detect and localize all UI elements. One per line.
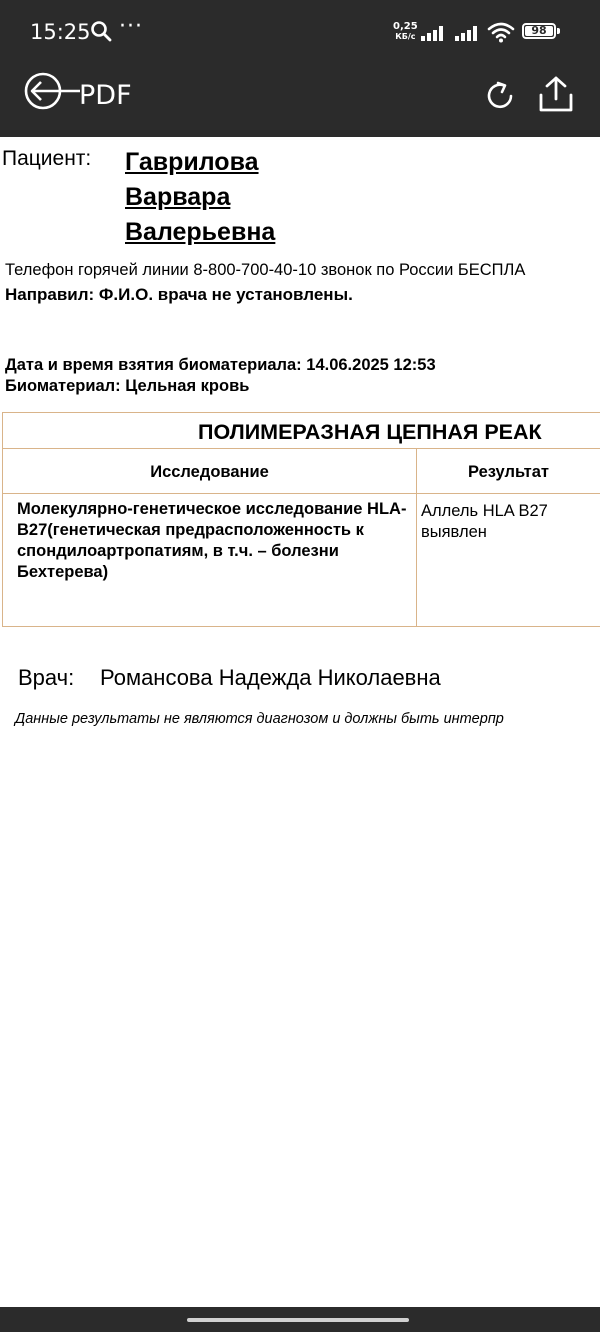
- app-title: PDF: [79, 80, 132, 111]
- battery-icon: [522, 23, 556, 39]
- cell-signal-icon: [420, 24, 448, 42]
- back-icon[interactable]: [24, 72, 82, 112]
- hotline-text: Телефон горячей линии 8-800-700-40-10 звонок по России БЕСПЛА: [5, 261, 526, 279]
- top-bar: [0, 0, 600, 137]
- network-speed: [393, 22, 418, 42]
- disclaimer-text: Данные результаты не являются диагнозом и должны быть интерпр: [15, 711, 504, 727]
- share-icon[interactable]: [538, 75, 574, 113]
- status-time: 15:25: [30, 20, 91, 44]
- results-table: [2, 412, 600, 627]
- patient-last-name: Гаврилова: [125, 148, 259, 176]
- cell-signal-icon-2: [454, 24, 482, 42]
- network-speed-unit: КБ/с: [395, 32, 416, 41]
- column-header-result: Результат: [467, 463, 550, 481]
- doctor-name: Романсова Надежда Николаевна: [100, 665, 441, 690]
- navigation-bar: [0, 1307, 600, 1332]
- home-gesture-handle[interactable]: [187, 1318, 409, 1322]
- more-icon: ···: [119, 14, 143, 39]
- patient-first-name: Варвара: [125, 183, 231, 211]
- wifi-icon: [487, 21, 515, 43]
- referrer-text: Направил: Ф.И.О. врача не установлены.: [5, 285, 353, 304]
- search-icon: [90, 20, 112, 42]
- table-cell-test: Молекулярно-генетическое исследование HLA-B27(генетическая предрасположенность к спондилоартропатиям, в т.ч. – болезни Бехтерева): [17, 500, 407, 581]
- patient-middle-name: Валерьевна: [125, 218, 276, 246]
- biomaterial: Биоматериал: Цельная кровь: [5, 377, 250, 395]
- network-speed-value: 0,25: [393, 21, 418, 32]
- battery-level: 98: [531, 24, 547, 37]
- patient-label: Пациент:: [2, 147, 92, 170]
- patient-name: [125, 145, 275, 250]
- table-cell-result: Аллель HLA B27 выявлен: [421, 502, 548, 541]
- column-header-test: Исследование: [150, 463, 269, 481]
- refresh-icon[interactable]: [484, 80, 516, 112]
- sample-date: Дата и время взятия биоматериала: 14.06.2025 12:53: [5, 356, 436, 374]
- pdf-document[interactable]: [0, 137, 600, 1307]
- table-title: ПОЛИМЕРАЗНАЯ ЦЕПНАЯ РЕАК: [198, 420, 542, 444]
- doctor-label: Врач:: [18, 665, 75, 690]
